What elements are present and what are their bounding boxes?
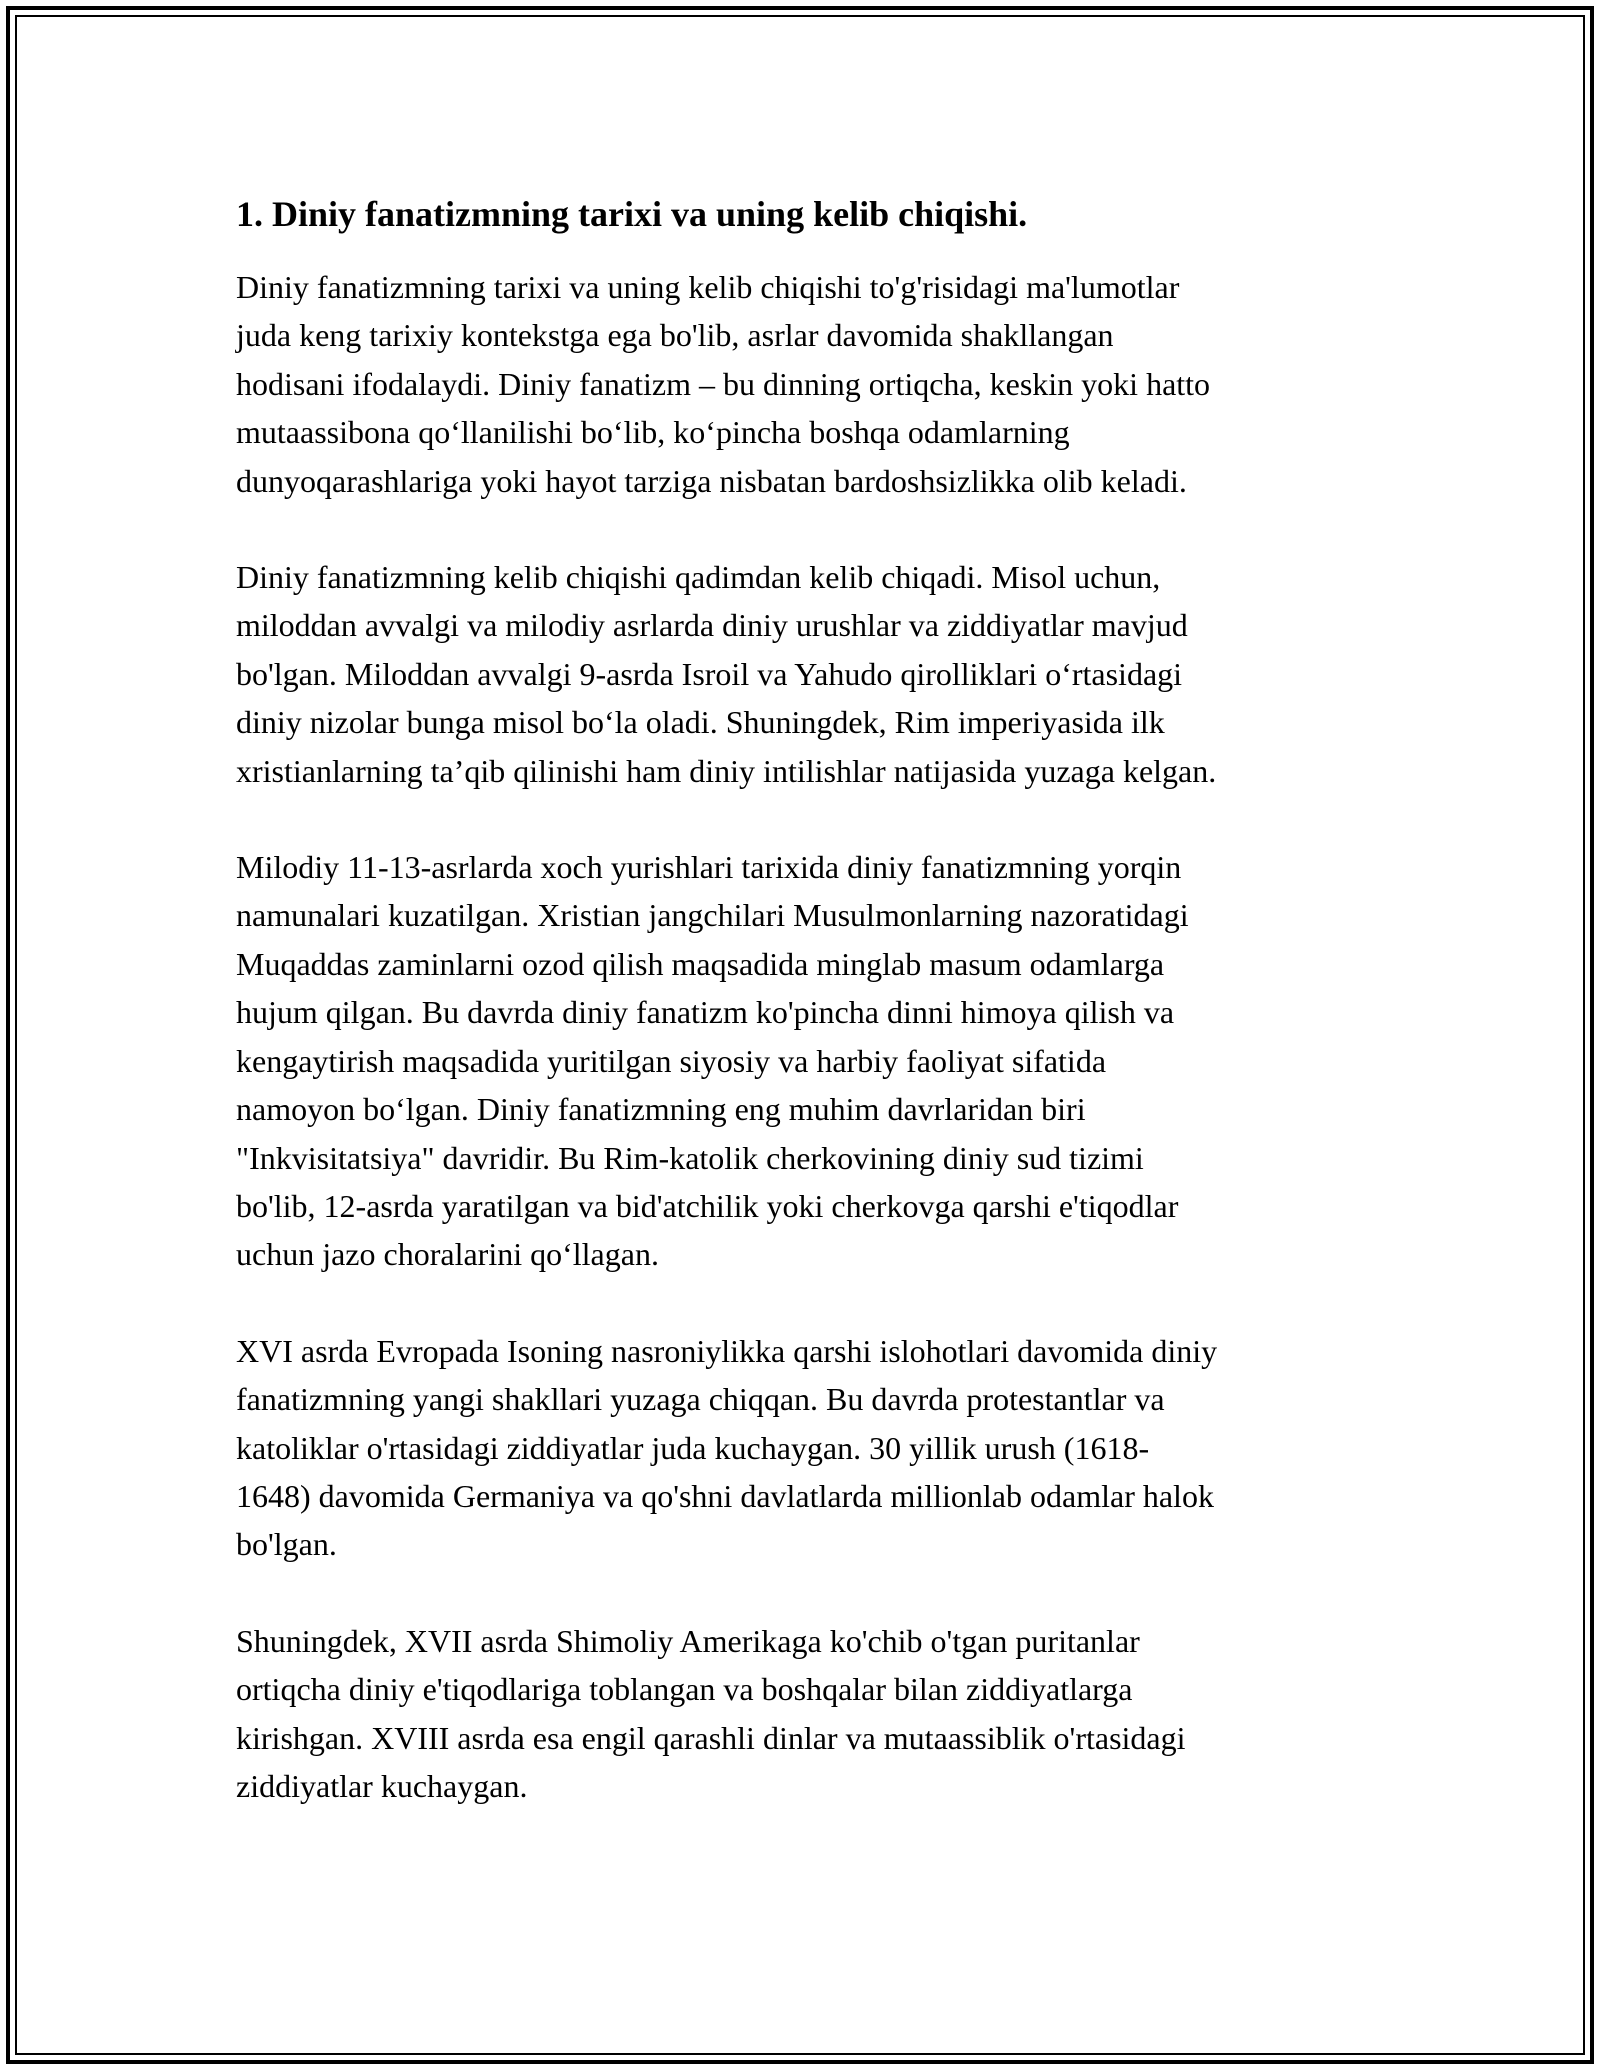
paragraph-line: bo'lgan. Miloddan avvalgi 9-asrda Isroil va Yahudo qirolliklari oʻrtasidagi	[236, 655, 1183, 692]
paragraph-line: Muqaddas zaminlarni ozod qilish maqsadida minglab masum odamlarga	[236, 945, 1165, 982]
paragraph-line: "Inkvisitatsiya" davridir. Bu Rim-katolik cherkovining diniy sud tizimi	[236, 1139, 1144, 1176]
paragraph-line: hodisani ifodalaydi. Diniy fanatizm – bu dinning ortiqcha, keskin yoki hatto	[236, 365, 1211, 402]
paragraph-line: Milodiy 11-13-asrlarda xoch yurishlari tarixida diniy fanatizmning yorqin	[236, 849, 1182, 886]
paragraph-line: miloddan avvalgi va milodiy asrlarda diniy urushlar va ziddiyatlar mavjud	[236, 607, 1188, 644]
paragraph-5	[236, 1617, 1366, 1811]
paragraph-line: juda keng tarixiy kontekstga ega bo'lib, asrlar davomida shakllangan	[236, 317, 1114, 354]
paragraph-line: xristianlarning taʼqib qilinishi ham diniy intilishlar natijasida yuzaga kelgan.	[236, 752, 1217, 789]
paragraph-line: XVI asrda Evropada Isoning nasroniylikka qarshi islohotlari davomida diniy	[236, 1332, 1218, 1369]
section-heading: 1. Diniy fanatizmning tarixi va uning kelib chiqishi.	[236, 194, 1028, 234]
paragraph-2	[236, 553, 1366, 795]
paragraph-line: bo'lib, 12-asrda yaratilgan va bid'atchilik yoki cherkovga qarshi e'tiqodlar	[236, 1187, 1179, 1224]
paragraph-line: 1648) davomida Germaniya va qo'shni davlatlarda millionlab odamlar halok	[236, 1477, 1214, 1514]
document-body	[236, 188, 1366, 1858]
paragraph-line: uchun jazo choralarini qoʻllagan.	[236, 1236, 659, 1273]
paragraph-line: dunyoqarashlariga yoki hayot tarziga nisbatan bardoshsizlikka olib keladi.	[236, 462, 1187, 499]
paragraph-line: mutaassibona qoʻllanilishi boʻlib, koʻpincha boshqa odamlarning	[236, 414, 1070, 451]
paragraph-line: kengaytirish maqsadida yuritilgan siyosiy va harbiy faoliyat sifatida	[236, 1042, 1107, 1079]
paragraph-4	[236, 1327, 1366, 1569]
paragraph-line: fanatizmning yangi shakllari yuzaga chiqqan. Bu davrda protestantlar va	[236, 1381, 1165, 1418]
paragraph-line: diniy nizolar bunga misol boʻla oladi. Shuningdek, Rim imperiyasida ilk	[236, 704, 1165, 741]
paragraph-line: bo'lgan.	[236, 1526, 337, 1563]
paragraph-1	[236, 263, 1366, 505]
paragraph-line: Diniy fanatizmning kelib chiqishi qadimdan kelib chiqadi. Misol uchun,	[236, 559, 1161, 596]
paragraph-line: kirishgan. XVIII asrda esa engil qarashli dinlar va mutaassiblik o'rtasidagi	[236, 1719, 1186, 1756]
paragraph-line: namoyon boʻlgan. Diniy fanatizmning eng muhim davrlaridan biri	[236, 1091, 1086, 1128]
paragraph-line: katoliklar o'rtasidagi ziddiyatlar juda kuchaygan. 30 yillik urush (1618-	[236, 1429, 1150, 1466]
paragraph-line: ortiqcha diniy e'tiqodlariga toblangan va boshqalar bilan ziddiyatlarga	[236, 1671, 1133, 1708]
paragraph-line: Shuningdek, XVII asrda Shimoliy Amerikaga ko'chib o'tgan puritanlar	[236, 1622, 1140, 1659]
paragraph-3	[236, 843, 1366, 1279]
paragraph-line: namunalari kuzatilgan. Xristian jangchilari Musulmonlarning nazoratidagi	[236, 897, 1189, 934]
paragraph-line: Diniy fanatizmning tarixi va uning kelib chiqishi to'g'risidagi ma'lumotlar	[236, 269, 1180, 305]
paragraph-line: hujum qilgan. Bu davrda diniy fanatizm ko'pincha dinni himoya qilish va	[236, 994, 1175, 1031]
paragraph-line: ziddiyatlar kuchaygan.	[236, 1767, 528, 1804]
